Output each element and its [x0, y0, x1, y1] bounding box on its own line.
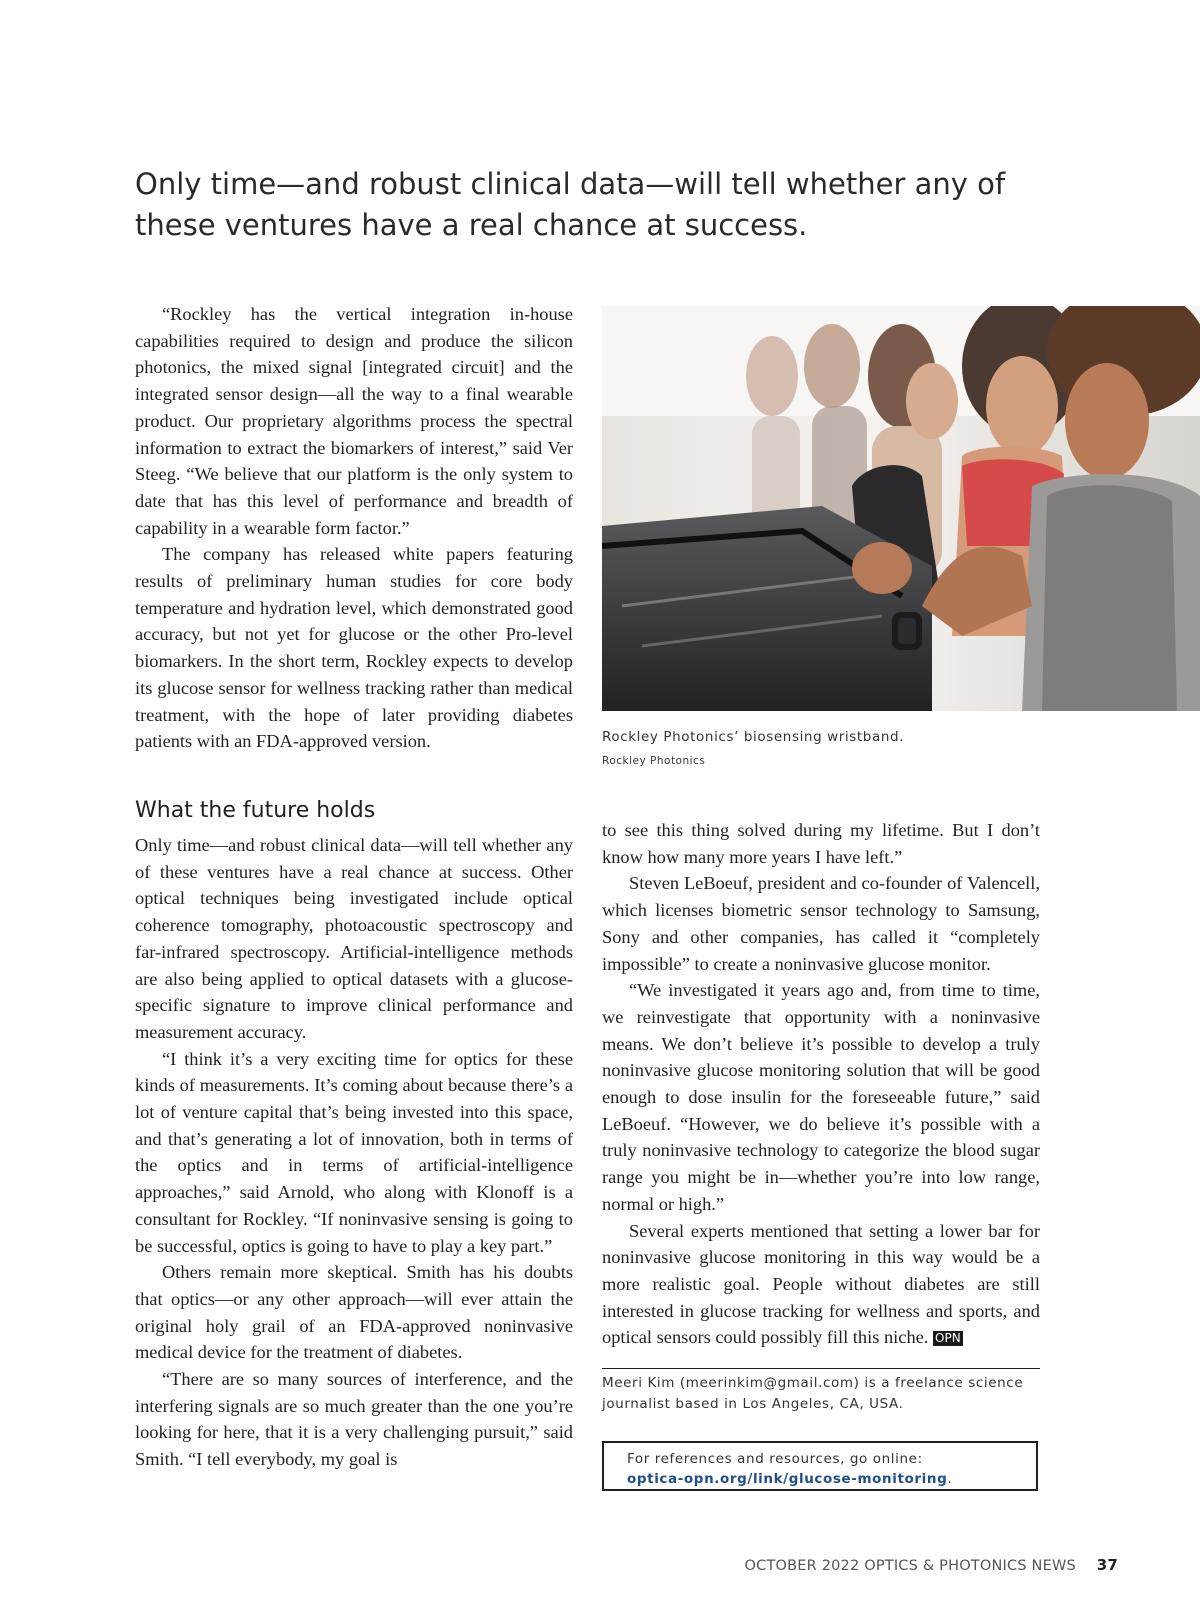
article-column-right-bottom	[602, 817, 1040, 1351]
page-number: 37	[1096, 1556, 1118, 1574]
paragraph: Steven LeBoeuf, president and co-founder of Valencell, which licenses biometric sensor technology to Samsung, Sony and other companies, has called it “completely impossible” to create a noninvasive glucose monitor.	[602, 873, 1040, 974]
paragraph: “I think it’s a very exciting time for optics for these kinds of measurements. It’s coming about because there’s a lot of venture capital that’s being invested into this space, and that’s generating a lot of innovation, both in terms of the optics and in terms of artificial-intelligence approaches,” said Arnold, who along with Klonoff is a consultant for Rockley. “If noninvasive sensing is going to be successful, optics is going to have to play a key part.”	[135, 1048, 573, 1256]
page-footer	[745, 1556, 1119, 1574]
paragraph: “Rockley has the vertical integration in-house capabilities required to design and produce the silicon photonics, the mixed signal [integrated circuit] and the integrated sensor design—all the way to a final wearable product. Our proprietary algorithms process the spectral information to extract the biomarkers of interest,” said Ver Steeg. “We believe that our platform is the only system to date that has this level of performance and breadth of capability in a wearable form factor.”	[135, 304, 573, 538]
article-column-left-top	[135, 301, 573, 755]
photo-credit: Rockley Photonics	[602, 755, 706, 767]
footer-magazine: OPTICS & PHOTONICS NEWS	[864, 1558, 1076, 1574]
paragraph: “We investigated it years ago and, from time to time, we reinvestigate that opportunity with a noninvasive means. We don’t believe it’s possible to develop a truly noninvasive glucose monitoring solution that will be good enough to dose insulin for the foreseeable future,” said LeBoeuf. “However, we do believe it’s possible with a truly noninvasive technology to categorize the blood sugar range you might be in—whether you’re into low range, normal or high.”	[602, 980, 1040, 1214]
figure-photo	[602, 306, 1200, 711]
references-box	[602, 1441, 1038, 1491]
paragraph: “There are so many sources of interference, and the interfering signals are so much greater than the one you’re looking for here, that it is a very challenging pursuit,” said Smith. “I tell everybody, my goal is	[135, 1369, 573, 1470]
paragraph-text: Several experts mentioned that setting a lower bar for noninvasive glucose monitoring in this way would be a more realistic goal. People without diabetes are still interested in glucose tracking for wellness and sports, and optical sensors could possibly fill this niche.	[602, 1220, 1040, 1348]
paragraph: The company has released white papers featuring results of preliminary human studies for core body temperature and hydration level, which demonstrated good accuracy, but not yet for glucose or the other Pro-level biomarkers. In the short term, Rockley expects to develop its glucose sensor for wellness tracking rather than medical treatment, with the hope of later providing diabetes patients with an FDA-approved version.	[135, 544, 573, 752]
figure-caption: Rockley Photonics’ biosensing wristband.	[602, 729, 905, 745]
author-bio: Meeri Kim (meerinkim@gmail.com) is a freelance science journalist based in Los Angeles, CA, USA.	[602, 1375, 1024, 1412]
divider	[602, 1368, 1040, 1369]
pull-quote: Only time—and robust clinical data—will tell whether any of these ventures have a real chance at success.	[135, 167, 1006, 242]
article-column-left-bottom	[135, 832, 573, 1473]
paragraph: Only time—and robust clinical data—will tell whether any of these ventures have a real chance at success. Other optical techniques being investigated include optical coherence tomography, photoacoustic spectroscopy and far-infrared spectroscopy. Artificial-intelligence methods are also being applied to optical datasets with a glucose-specific signature to improve clinical performance and measurement accuracy.	[135, 835, 573, 1042]
footer-issue: OCTOBER 2022	[744, 1558, 860, 1574]
treadmill-runners-photo	[602, 306, 1200, 711]
references-link[interactable]: optica-opn.org/link/glucose-monitoring	[627, 1471, 948, 1487]
paragraph: to see this thing solved during my lifetime. But I don’t know how many more years I have left.”	[602, 820, 1040, 867]
paragraph-final	[602, 1218, 1040, 1352]
references-label: For references and resources, go online:	[627, 1451, 923, 1467]
references-trailing: .	[947, 1471, 953, 1487]
references-link-line	[627, 1469, 1036, 1489]
paragraph: Others remain more skeptical. Smith has his doubts that optics—or any other approach—will ever attain the original holy grail of an FDA-approved noninvasive medical device for the treatment of diabetes.	[135, 1262, 573, 1363]
opn-end-mark: OPN	[935, 1331, 961, 1346]
section-heading: What the future holds	[135, 798, 376, 823]
